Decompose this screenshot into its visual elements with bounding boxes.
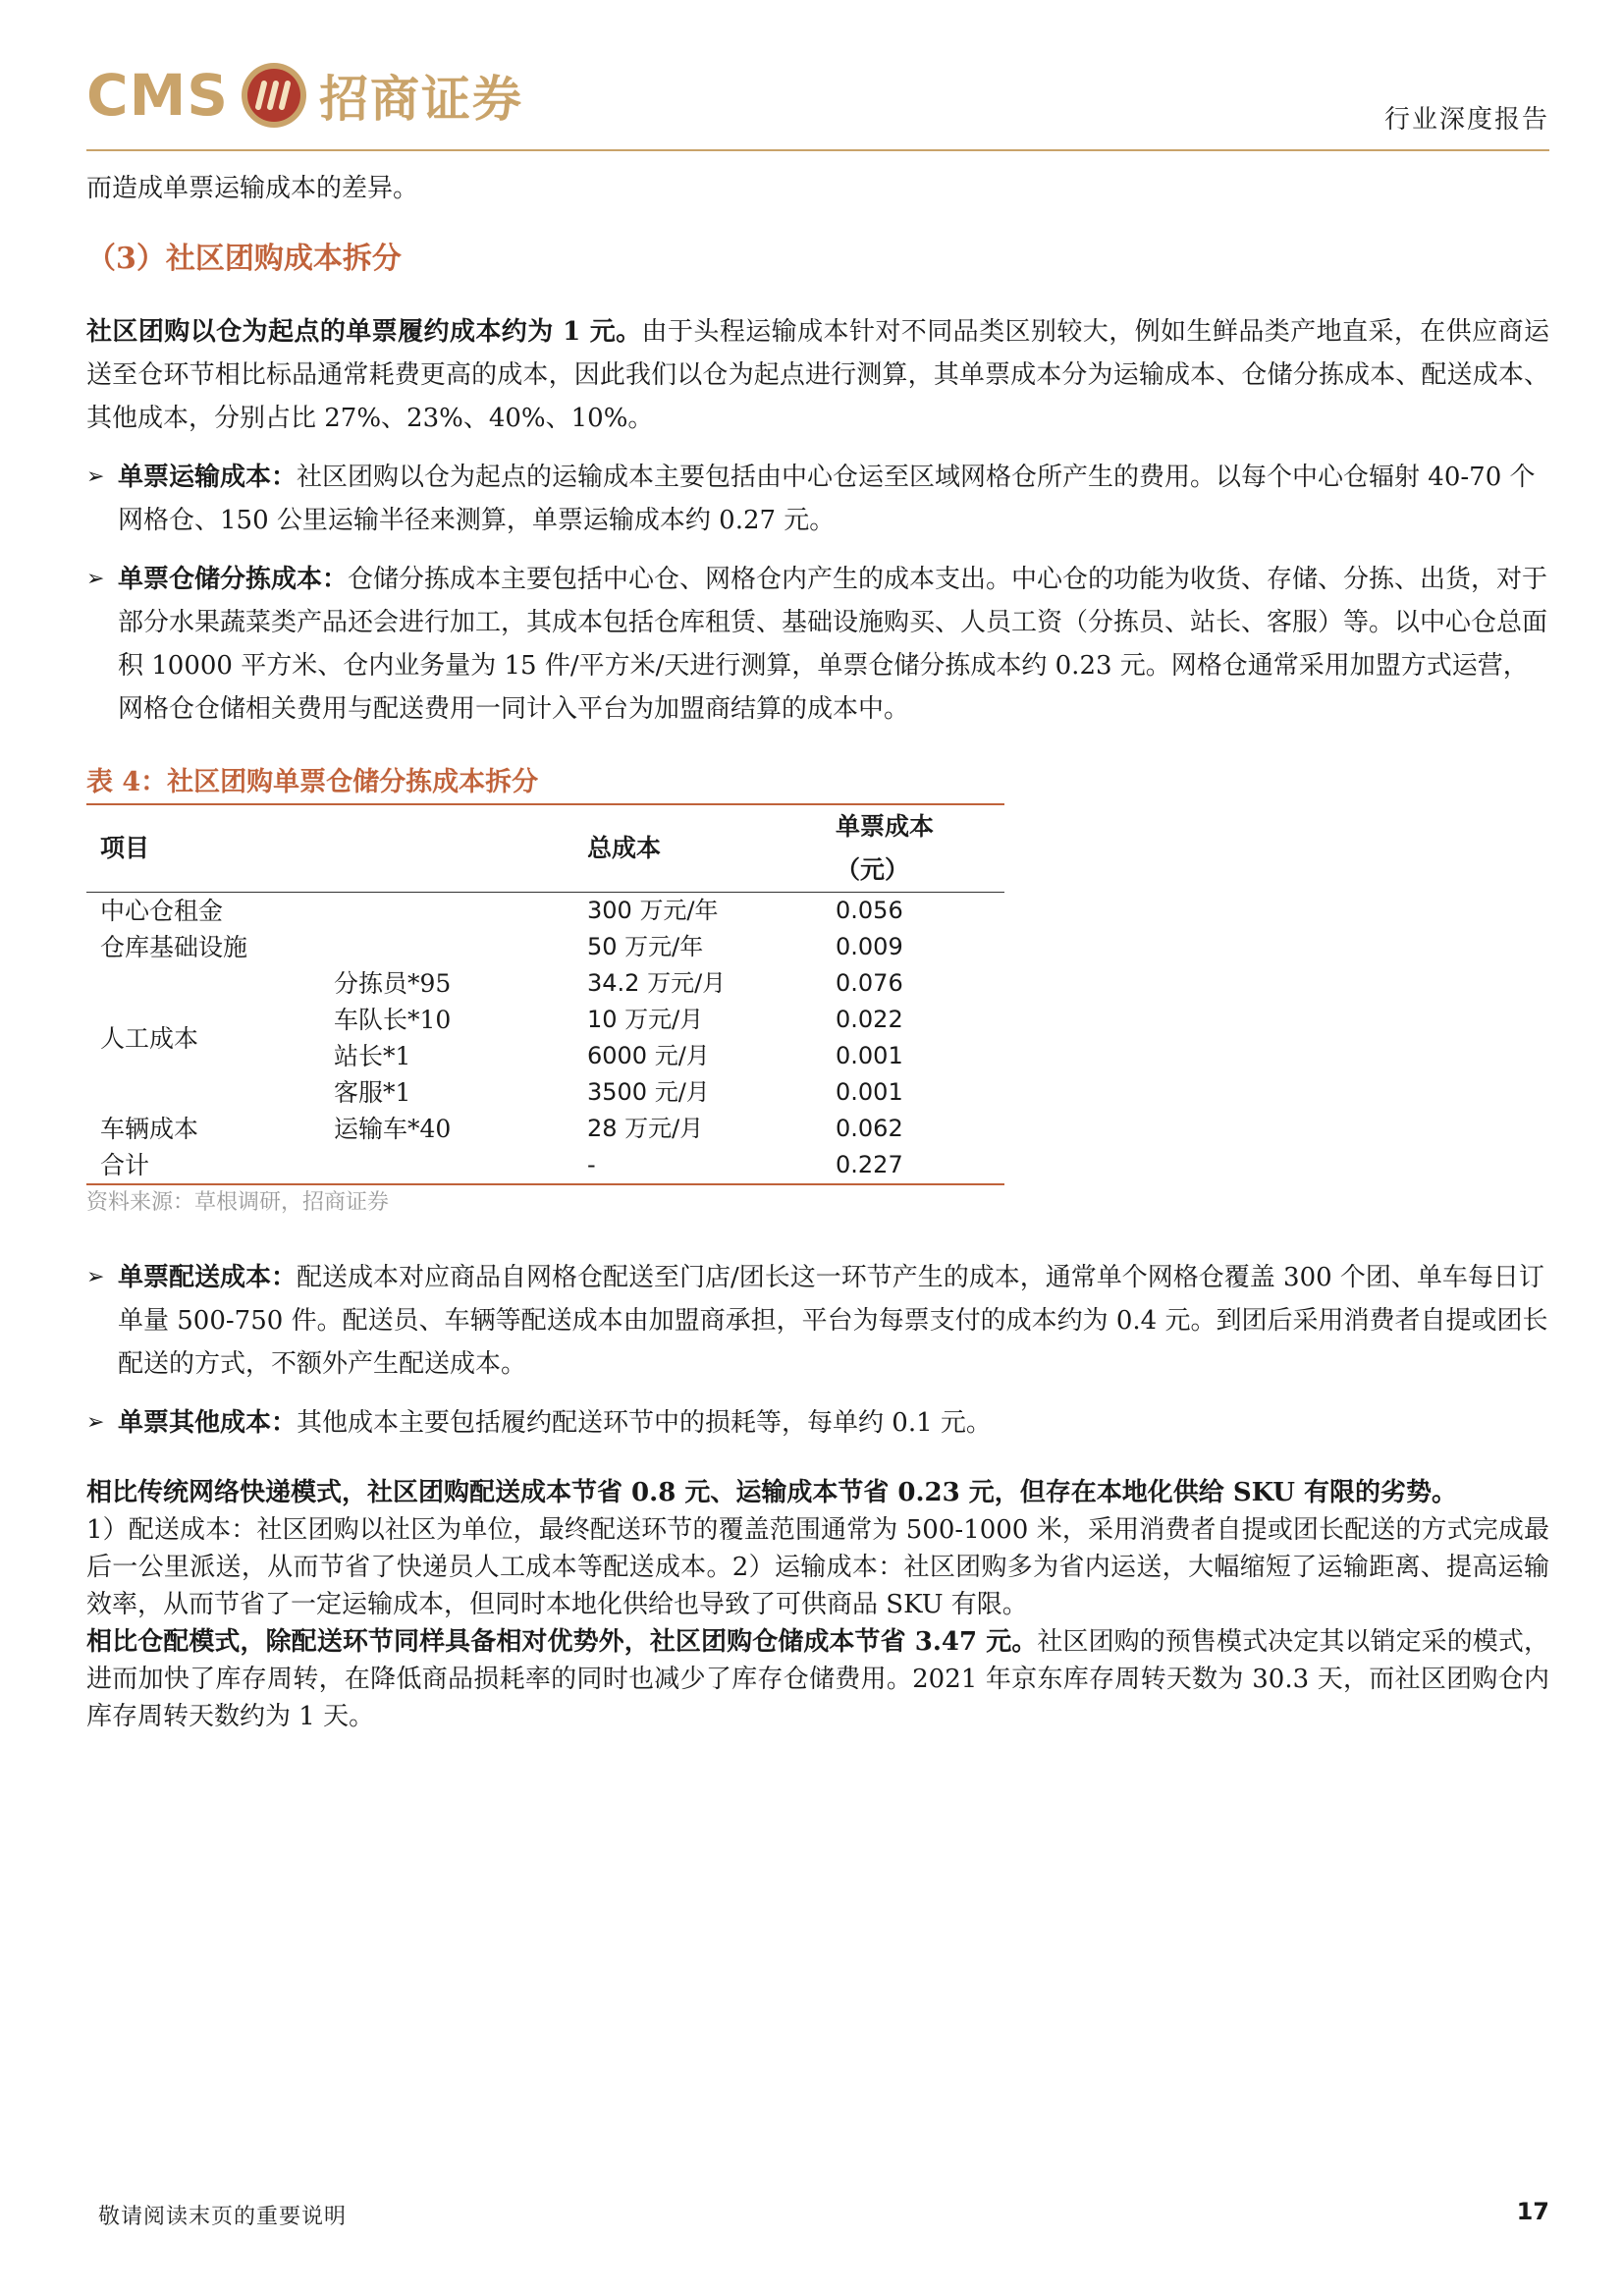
table-row-total [86,1147,1004,1184]
paragraph-vs-express [86,1474,1549,1623]
bullet-text: 配送成本对应商品自网格仓配送至门店/团长这一环节产生的成本，通常单个网格仓覆盖 300 个团、单车每日订单量 500-750 件。配送员、车辆等配送成本由加盟商承担，平台为每票支付的成本约为 0.4 元。到团后采用消费者自提或团长配送的方式，不额外产生配送成本。 [118,1263,1548,1379]
cell-unit: 0.062 [836,1115,903,1142]
bullet-text: 社区团购以仓为起点的运输成本主要包括由中心仓运至区域网格仓所产生的费用。以每个中心仓辐射 40-70 个网格仓、150 公里运输半径来测算，单票运输成本约 0.27 元。 [118,463,1536,535]
cell-total: 10 万元/月 [587,1006,704,1033]
section-title: （3）社区团购成本拆分 [86,242,402,276]
bullet-other-cost [86,1401,1549,1445]
cell-total: 28 万元/月 [587,1115,704,1142]
paragraph-fulfillment-cost [86,310,1549,440]
bullet-arrow-icon: ➢ [86,1265,105,1289]
paragraph-bold-lead: 社区团购以仓为起点的单票履约成本约为 1 元。 [86,317,642,347]
table-header-item: 项目 [86,805,320,893]
cell-total: 300 万元/年 [587,897,719,924]
cell-sub: 车队长*10 [334,1006,452,1034]
bullet-arrow-icon: ➢ [86,465,105,489]
cell-sub: 运输车*40 [334,1115,452,1143]
footer-notice: 敬请阅读末页的重要说明 [98,2205,348,2229]
logo-chinese-text: 招商证券 [319,71,524,128]
cell-total: 3500 元/月 [587,1078,710,1106]
paragraph-vs-warehouse [86,1623,1549,1735]
cell-item: 中心仓租金 [100,897,224,925]
cell-unit: 0.022 [836,1006,903,1033]
table-row [86,1111,1004,1147]
cell-item: 车辆成本 [100,1115,199,1143]
cell-total: - [573,1147,822,1184]
cell-unit: 0.076 [836,969,903,997]
bullet-delivery-cost [86,1256,1549,1386]
paragraph-bold-lead: 相比仓配模式，除配送环节同样具备相对优势外，社区团购仓储成本节省 3.47 元。 [86,1627,1038,1657]
bullet-text: 仓储分拣成本主要包括中心仓、网格仓内产生的成本支出。中心仓的功能为收货、存储、分拣、出货，对于部分水果蔬菜类产品还会进行加工，其成本包括仓库租赁、基础设施购买、人员工资（分拣员、站长、客服）等。以中心仓总面积 10000 平方米、仓内业务量为 15 件/平方米/天进行测算，单票仓储分拣成本约 0.23 元。网格仓通常采用加盟方式运营，网格仓仓储相关费用与配送费用一同计入平台为加盟商结算的成本中。 [118,565,1548,724]
bullet-bold-lead: 单票仓储分拣成本： [118,565,349,594]
main-content [86,167,1549,1735]
bullet-storage-cost [86,558,1549,731]
cell-sub: 分拣员*95 [334,969,452,998]
table-header-unit: 单票成本（元） [822,805,1004,893]
paragraph-text: 由于头程运输成本针对不同品类区别较大，例如生鲜品类产地直采，在供应商运送至仓环节相比标品通常耗费更高的成本，因此我们以仓为起点进行测算，其单票成本分为运输成本、仓储分拣成本、配送成本、其他成本，分别占比 27%、23%、40%、10%。 [86,317,1549,433]
bullet-arrow-icon: ➢ [86,567,105,591]
cell-sub: 站长*1 [334,1042,411,1070]
cell-total: 34.2 万元/月 [587,969,727,997]
bullet-transport-cost [86,456,1549,542]
table-row [86,893,1004,930]
table-header-row [86,805,1004,893]
table-source: 资料来源：草根调研，招商证券 [86,1190,390,1215]
bullet-arrow-icon: ➢ [86,1410,105,1435]
table-row [86,929,1004,965]
cell-sub [320,1147,573,1184]
logo-cms-text: CMS [86,62,230,129]
paragraph-bold-lead: 相比传统网络快递模式，社区团购配送成本节省 0.8 元、运输成本节省 0.23 元，但存在本地化供给 SKU 有限的劣势。 [86,1478,1457,1507]
table-row [86,965,1004,1002]
cell-item: 合计 [86,1147,320,1184]
bullet-bold-lead: 单票配送成本： [118,1263,298,1292]
bullet-bold-lead: 单票其他成本： [118,1408,298,1438]
intro-line: 而造成单票运输成本的差异。 [86,174,419,203]
logo-emblem-icon [239,60,309,131]
cost-table-block [86,764,1004,1219]
paragraph-text: 社区团购的预售模式决定其以销定采的模式，进而加快了库存周转，在降低商品损耗率的同时也减少了库存仓储费用。2021 年京东库存周转天数为 30.3 天，而社区团购仓内库存周转天数约为 1 天。 [86,1627,1549,1731]
table-header-sub [320,805,573,893]
cell-unit: 0.001 [836,1078,903,1106]
cell-sub [320,893,573,930]
cell-unit: 0.227 [822,1147,1004,1184]
cell-unit: 0.009 [836,933,903,960]
cost-table [86,805,1004,1185]
company-logo [86,61,523,130]
table-header-total: 总成本 [573,805,822,893]
cell-unit: 0.056 [836,897,903,924]
bullet-bold-lead: 单票运输成本： [118,463,298,492]
cell-sub [320,929,573,965]
cell-total: 6000 元/月 [587,1042,710,1069]
table-title: 表 4：社区团购单票仓储分拣成本拆分 [86,764,1004,805]
paragraph-text: 1）配送成本：社区团购以社区为单位，最终配送环节的覆盖范围通常为 500-1000 米，采用消费者自提或团长配送的方式完成最后一公里派送，从而节省了快递员人工成本等配送成本。2）运输成本：社区团购多为省内运送，大幅缩短了运输距离、提高运输效率，从而节省了一定运输成本，但同时本地化供给也导致了可供商品 SKU 有限。 [86,1515,1549,1619]
cell-total: 50 万元/年 [587,933,704,960]
cell-item-group: 人工成本 [100,1023,199,1053]
cell-sub: 客服*1 [334,1078,411,1107]
page-header [86,61,1549,151]
report-type-label: 行业深度报告 [1383,105,1549,135]
cell-item: 仓库基础设施 [100,933,248,961]
bullet-text: 其他成本主要包括履约配送环节中的损耗等，每单约 0.1 元。 [297,1408,992,1438]
page-number: 17 [1516,2198,1549,2225]
cell-unit: 0.001 [836,1042,903,1069]
